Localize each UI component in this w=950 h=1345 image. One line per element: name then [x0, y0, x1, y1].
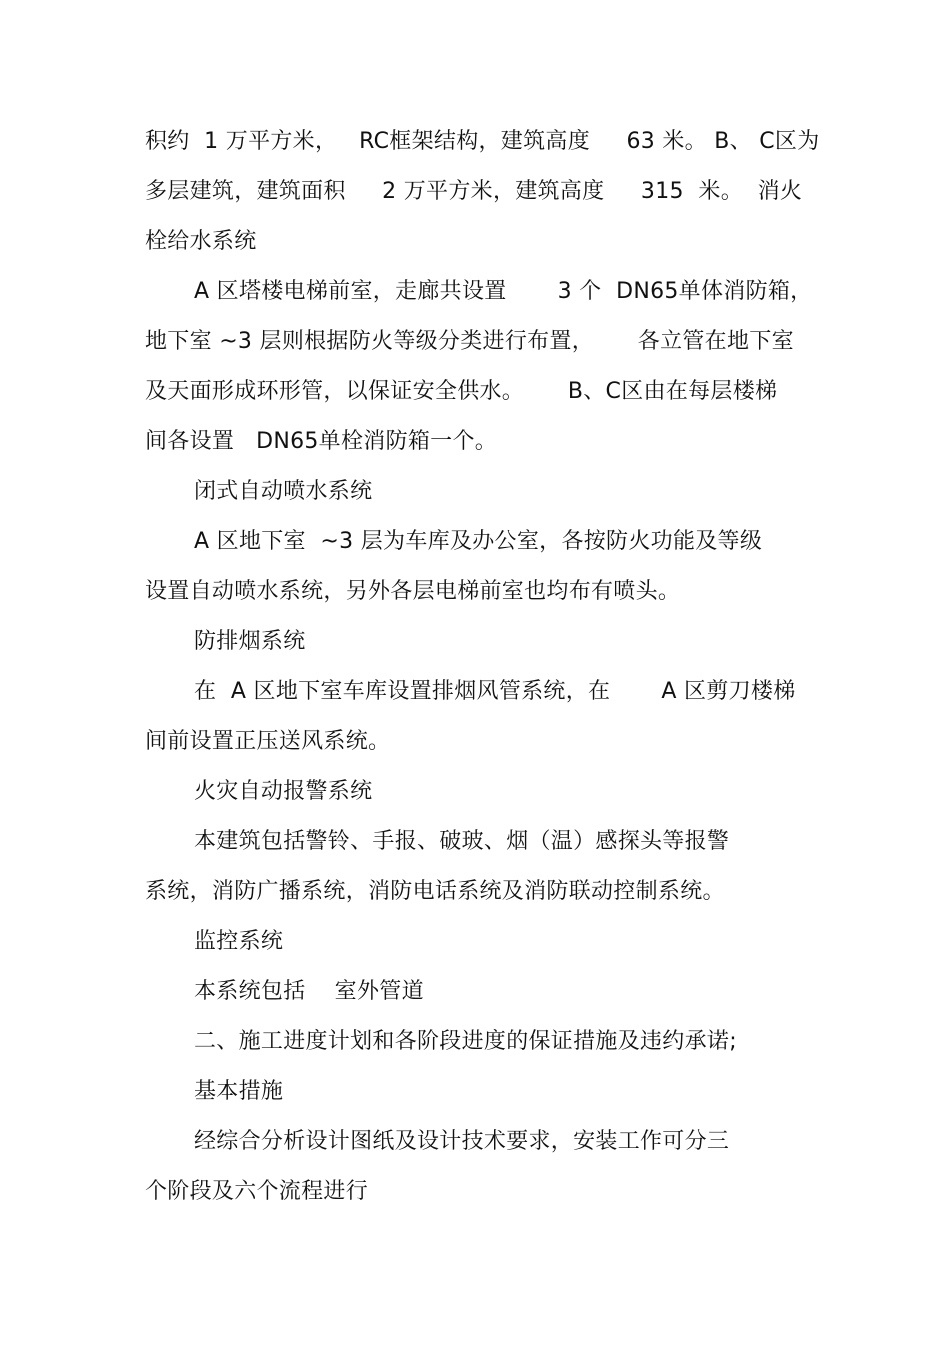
text-line: 积约 1 万平方米， RC框架结构，建筑高度 63 米。 B、 C区为 [145, 129, 820, 154]
paragraph-start: 本系统包括 室外管道 [194, 979, 424, 1004]
section-heading: 防排烟系统 [194, 629, 306, 654]
paragraph-start: 经综合分析设计图纸及设计技术要求，安装工作可分三 [194, 1129, 730, 1154]
section-heading: 二、施工进度计划和各阶段进度的保证措施及违约承诺; [194, 1029, 737, 1054]
text-line: 栓给水系统 [145, 229, 257, 254]
text-line: 间前设置正压送风系统。 [145, 729, 391, 754]
paragraph-start: A 区塔楼电梯前室，走廊共设置 3 个 DN65单体消防箱， [194, 279, 813, 304]
paragraph-start: 在 A 区地下室车库设置排烟风管系统，在 A 区剪刀楼梯 [194, 679, 796, 704]
text-line: 间各设置 DN65单栓消防箱一个。 [145, 429, 498, 454]
section-heading: 火灾自动报警系统 [194, 779, 373, 804]
text-line: 系统，消防广播系统，消防电话系统及消防联动控制系统。 [145, 879, 725, 904]
paragraph-start: 本建筑包括警铃、手报、破玻、烟（温）感探头等报警 [194, 829, 730, 854]
section-heading: 监控系统 [194, 929, 284, 954]
section-heading: 闭式自动喷水系统 [194, 479, 373, 504]
section-heading: 基本措施 [194, 1079, 284, 1104]
text-line: 多层建筑，建筑面积 2 万平方米，建筑高度 315 米。 消火 [145, 179, 803, 204]
text-line: 及天面形成环形管，以保证安全供水。 B、C区由在每层楼梯 [145, 379, 778, 404]
paragraph-start: A 区地下室 ~3 层为车库及办公室，各按防火功能及等级 [194, 529, 763, 554]
text-line: 设置自动喷水系统，另外各层电梯前室也均布有喷头。 [145, 579, 681, 604]
text-line: 个阶段及六个流程进行 [145, 1179, 369, 1204]
text-line: 地下室 ~3 层则根据防火等级分类进行布置， 各立管在地下室 [145, 329, 794, 354]
